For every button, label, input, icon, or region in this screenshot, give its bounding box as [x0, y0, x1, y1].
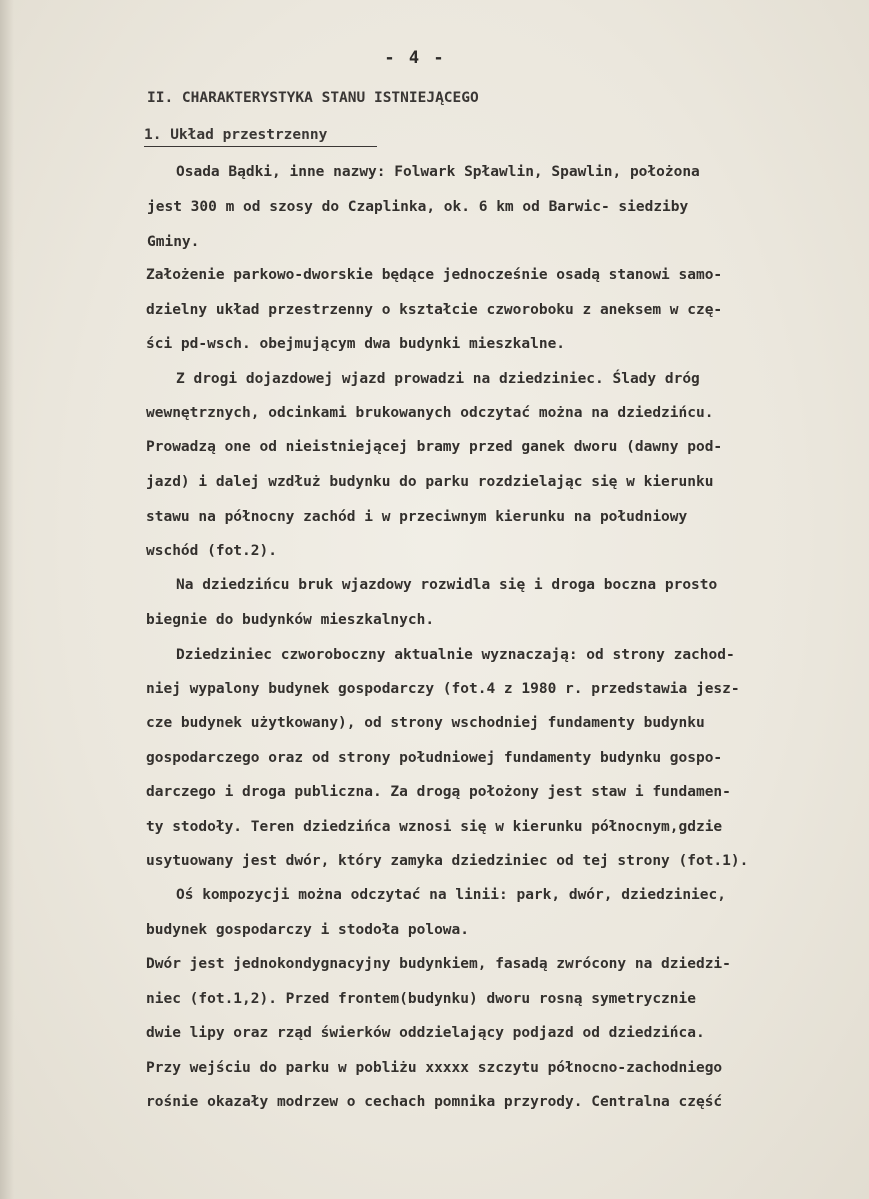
- text-line: usytuowany jest dwór, który zamyka dziedziniec od tej strony (fot.1).: [146, 853, 749, 869]
- text-line: dwie lipy oraz rząd świerków oddzielający podjazd od dziedzińca.: [146, 1025, 705, 1041]
- text-line: Gminy.: [147, 234, 200, 250]
- text-line: Założenie parkowo-dworskie będące jednocześnie osadą stanowi samo-: [146, 267, 723, 283]
- section-heading-underline: [144, 146, 377, 147]
- text-line: budynek gospodarczy i stodoła polowa.: [146, 922, 470, 938]
- text-line: niej wypalony budynek gospodarczy (fot.4 z 1980 r. przedstawia jesz-: [146, 681, 740, 697]
- text-line: Dwór jest jednokondygnacyjny budynkiem, fasadą zwrócony na dziedzi-: [146, 956, 731, 972]
- text-line: wewnętrznych, odcinkami brukowanych odczytać można na dziedzińcu.: [146, 405, 714, 421]
- text-line: rośnie okazały modrzew o cechach pomnika przyrody. Centralna część: [146, 1094, 723, 1110]
- text-line: wschód (fot.2).: [146, 543, 277, 559]
- text-line: dzielny układ przestrzenny o kształcie czworoboku z aneksem w czę-: [146, 302, 723, 318]
- chapter-heading: II. CHARAKTERYSTYKA STANU ISTNIEJĄCEGO: [147, 90, 479, 106]
- text-line: ty stodoły. Teren dziedzińca wznosi się w kierunku północnym,gdzie: [146, 819, 723, 835]
- text-line: Oś kompozycji można odczytać na linii: park, dwór, dziedziniec,: [176, 887, 726, 903]
- text-line: Dziedziniec czworoboczny aktualnie wyznaczają: od strony zachod-: [176, 647, 735, 663]
- text-line: gospodarczego oraz od strony południowej fundamenty budynku gospo-: [146, 750, 723, 766]
- text-line: niec (fot.1,2). Przed frontem(budynku) dworu rosną symetrycznie: [146, 991, 696, 1007]
- section-heading: 1. Układ przestrzenny: [144, 127, 328, 143]
- text-line: ści pd-wsch. obejmującym dwa budynki mieszkalne.: [146, 336, 566, 352]
- text-line: jest 300 m od szosy do Czaplinka, ok. 6 km od Barwic- siedziby: [147, 199, 689, 215]
- text-line: cze budynek użytkowany), od strony wschodniej fundamenty budynku: [146, 715, 705, 731]
- page-edge-shadow: [0, 0, 14, 1199]
- text-line: Na dziedzińcu bruk wjazdowy rozwidla się i droga boczna prosto: [176, 577, 718, 593]
- text-line: darczego i droga publiczna. Za drogą położony jest staw i fundamen-: [146, 784, 731, 800]
- text-line: Z drogi dojazdowej wjazd prowadzi na dziedziniec. Ślady dróg: [176, 371, 700, 387]
- text-line: biegnie do budynków mieszkalnych.: [146, 612, 435, 628]
- text-line: Prowadzą one od nieistniejącej bramy przed ganek dworu (dawny pod-: [146, 439, 723, 455]
- page-number: - 4 -: [384, 48, 446, 68]
- text-line: stawu na północny zachód i w przeciwnym kierunku na południowy: [146, 509, 688, 525]
- text-line: Przy wejściu do parku w pobliżu xxxxx szczytu północno-zachodniego: [146, 1060, 723, 1076]
- text-line: Osada Bądki, inne nazwy: Folwark Spławlin, Spawlin, położona: [176, 164, 700, 180]
- text-line: jazd) i dalej wzdłuż budynku do parku rozdzielając się w kierunku: [146, 474, 714, 490]
